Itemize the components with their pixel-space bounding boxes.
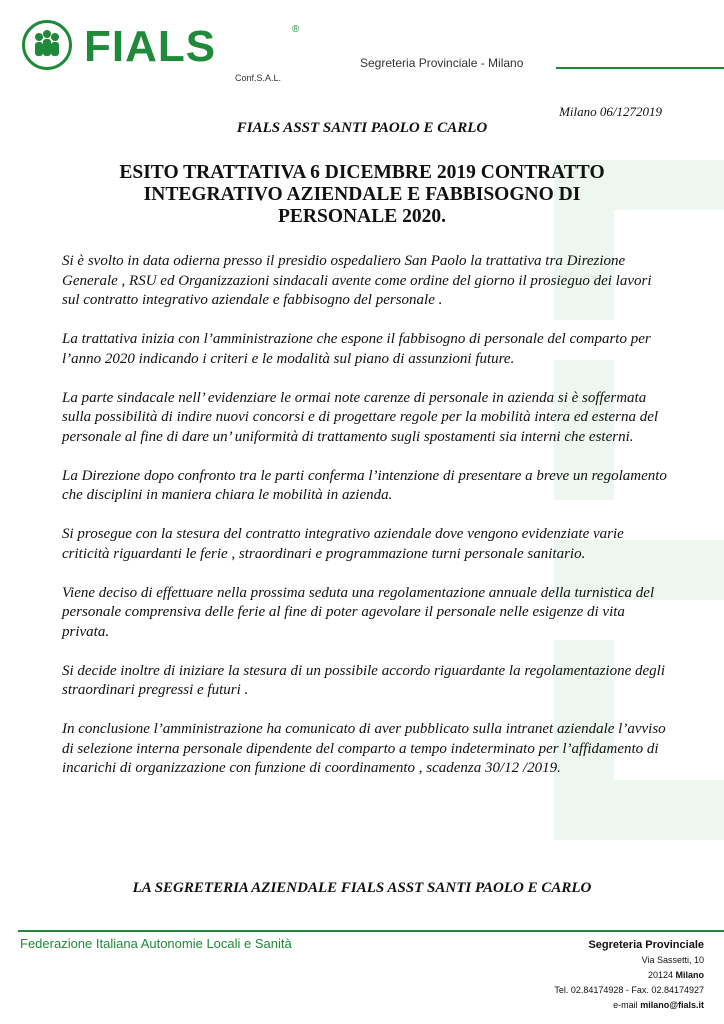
fials-logo bbox=[22, 20, 322, 83]
footer-divider bbox=[18, 930, 724, 932]
paragraph: La parte sindacale nell’ evidenziare le ormai note carenze di personale in azienda si è soffermata sulla possibilità di indire nuovi concorsi e di progettare regole per la mobilità intera ed esterna del personale al fine di dare un’ uniformità di trattamento sugli spostamenti sia interni che esterni. bbox=[62, 389, 659, 445]
paragraph: Si decide inoltre di iniziare la stesura di un possibile accordo riguardante la regolamentazione degli straordinari pregressi e futuri . bbox=[62, 662, 665, 698]
header-divider bbox=[556, 67, 724, 69]
paragraph: In conclusione l’amministrazione ha comunicato di aver pubblicato sulla intranet aziendale l’avviso di selezione interna personale dipendente del comparto a tempo indeterminato per l’affidamento di incarichi di organizzazione con funzione di coordinamento , scadenza 30/12 /2019. bbox=[62, 721, 666, 776]
document-title bbox=[70, 162, 654, 228]
footer-email-label: e-mail bbox=[613, 1000, 638, 1010]
document-date: Milano 06/1272019 bbox=[559, 104, 662, 119]
paragraph: Viene deciso di effettuare nella prossima seduta una regolamentazione annuale della turnistica del personale comprensiva delle ferie al fine di poter agevolare il personale nelle esigenze di vita privata. bbox=[62, 584, 655, 640]
paragraph: Si è svolto in data odierna presso il presidio ospedaliero San Paolo la trattativa tra Direzione Generale , RSU ed Organizzazioni sindacali avente come ordine del giorno il prosieguo dei lavori sul contratto integrativo aziendale e fabbisogno del personale . bbox=[62, 253, 652, 308]
organization-heading: FIALS ASST SANTI PAOLO E CARLO bbox=[236, 120, 488, 136]
document-body bbox=[62, 252, 672, 798]
footer-email-line bbox=[554, 998, 704, 1013]
title-line: PERSONALE 2020. bbox=[278, 206, 446, 227]
people-icon bbox=[22, 20, 72, 70]
title-line: ESITO TRATTATIVA 6 DICEMBRE 2019 CONTRATTO bbox=[119, 162, 605, 183]
paragraph: La trattativa inizia con l’amministrazione che espone il fabbisogno di personale del comparto per l’anno 2020 indicando i criteri e le modalità sul piano di assunzioni future. bbox=[62, 331, 651, 367]
paragraph: La Direzione dopo confronto tra le parti conferma l’intenzione di presentare a breve un regolamento che disciplini in maniera chiara le mobilità in azienda. bbox=[62, 467, 667, 503]
footer-phones: Tel. 02.84174928 - Fax. 02.84174927 bbox=[554, 985, 704, 995]
registered-mark: ® bbox=[292, 24, 300, 35]
signature: LA SEGRETERIA AZIENDALE FIALS ASST SANTI PAOLO E CARLO bbox=[132, 880, 592, 896]
title-line: INTEGRATIVO AZIENDALE E FABBISOGNO DI bbox=[143, 184, 581, 205]
footer-city: Milano bbox=[675, 970, 704, 980]
footer-city-line bbox=[554, 968, 704, 983]
paragraph: Si prosegue con la stesura del contratto integrativo aziendale dove vengono evidenziate varie criticità riguardanti le ferie , straordinari e programmazione turni personale sanitario. bbox=[62, 526, 624, 562]
federation-name: Federazione Italiana Autonomie Locali e Sanità bbox=[20, 936, 292, 951]
logo-wordmark: FIALS bbox=[84, 22, 217, 71]
footer-street: Via Sassetti, 10 bbox=[641, 955, 704, 965]
logo-subtitle: Conf.S.A.L. bbox=[235, 73, 282, 83]
footer-cap: 20124 bbox=[647, 970, 673, 980]
footer-email[interactable]: milano@fials.it bbox=[640, 1000, 704, 1010]
footer-contacts bbox=[554, 938, 704, 1013]
footer-office-title: Segreteria Provinciale bbox=[588, 939, 704, 951]
header-office: Segreteria Provinciale - Milano bbox=[360, 56, 524, 70]
